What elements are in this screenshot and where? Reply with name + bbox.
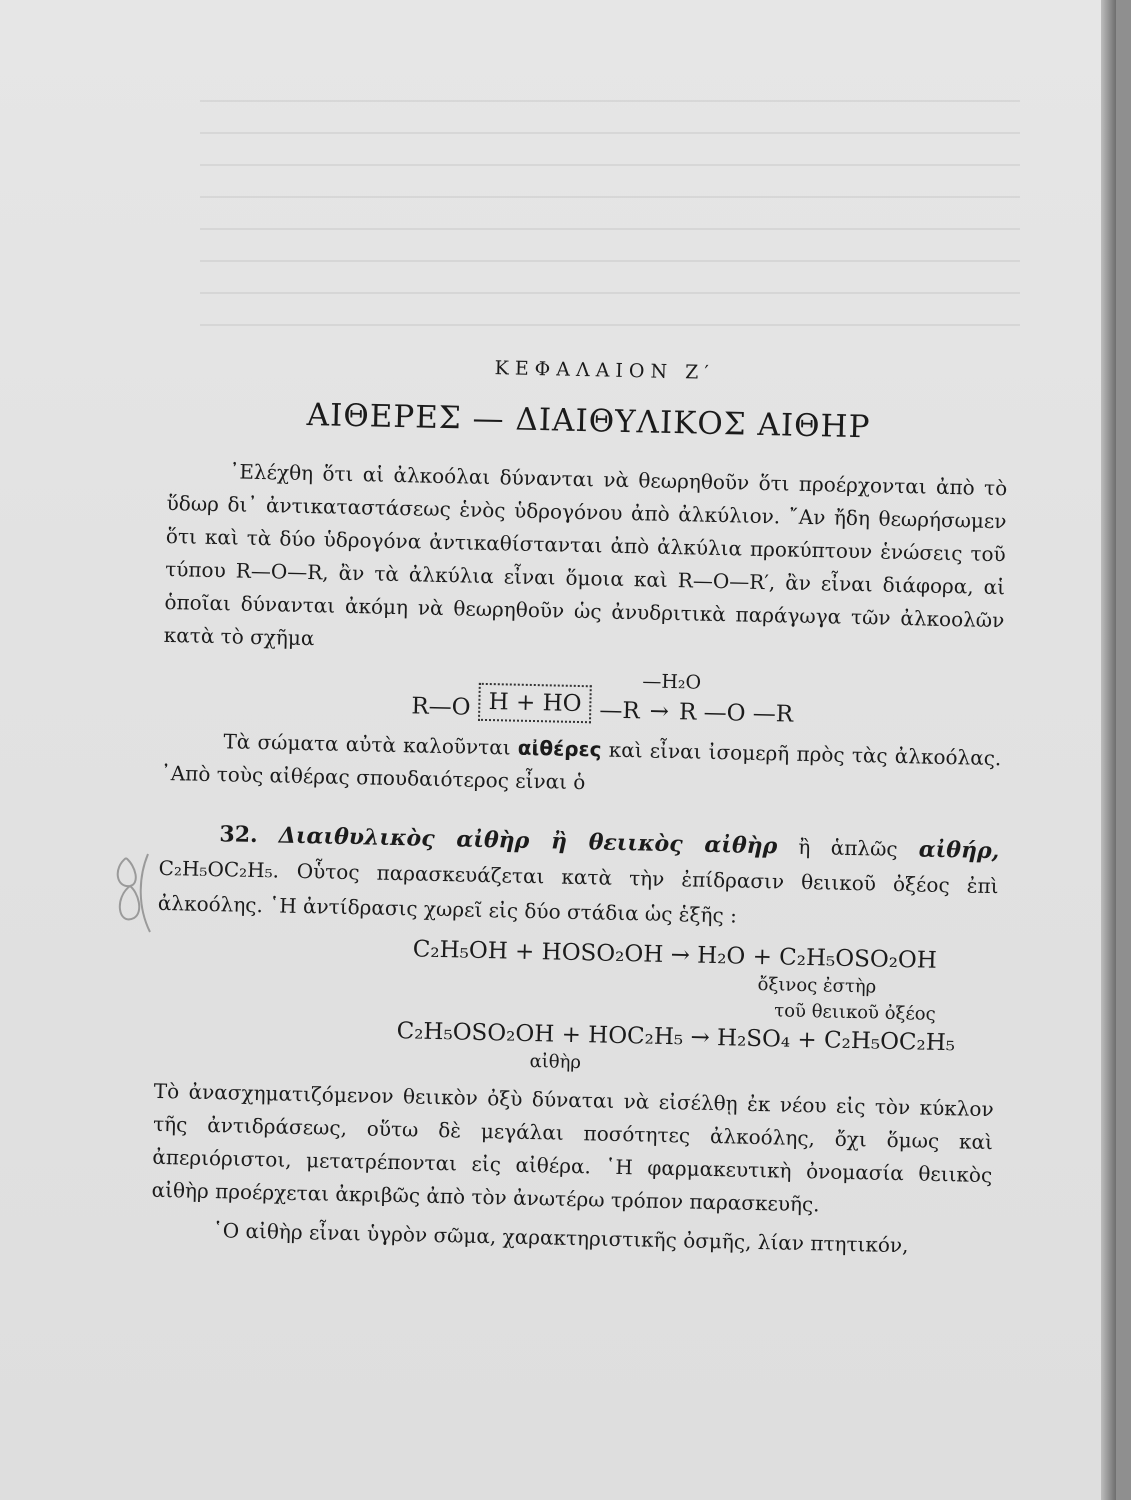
paragraph-ether-properties: ῾Ο αἰθὴρ εἶναι ὑγρὸν σῶμα, χαρακτηριστικῆς ὀσμῆς, λίαν πτητικόν, [212,1218,909,1258]
reaction-2-label: αἰθὴρ [529,1051,582,1074]
section-connector: ἢ ἁπλῶς [798,834,898,861]
section-formula: C₂H₅OC₂H₅. [158,855,280,883]
scheme-arrow [642,670,702,725]
para2-end: καὶ εἶναι ἰσομερῆ πρὸς τὰς ἀλκοόλας. ᾿Απὸ τοὺς αἰθέρας σπουδαιότερος εἶναι ὁ [160,737,1002,795]
ether-formation-scheme [202,659,1003,732]
scheme-boxed-water: H + HO [478,683,592,723]
paragraph-cycle: Τὸ ἀνασχηματιζόμενον θειικὸν ὀξὺ δύναται νὰ εἰσέλθῃ ἐκ νέου εἰς τὸν κύκλον τῆς ἀντιδράσεως, οὕτω δὲ μεγάλαι ποσότητες ἀλκοόλης, ὄχι ὅμως καὶ ἀπεριόριστοι, μετατρέπονται εἰς αἰθέρα. ῾Η φαρμακευτικὴ ὀνομασία θειικὸς αἰθὴρ προέρχεται ἀκριβῶς ἀπὸ τὸν ἀνωτέρω τρόπον παρασκευῆς. [151,1078,994,1217]
reaction-1-label-1: ὄξινος ἐστὴρ [757,973,877,998]
scheme-product: R —O —R [678,699,794,728]
right-arrow-icon: → [649,698,670,725]
section-title: Διαιθυλικὸς αἰθὴρ ἢ θειικὸς αἰθὴρ [278,822,778,860]
page-title: ΑΙΘΕΡΕΣ — ΔΙΑΙΘΥΛΙΚΟΣ ΑΙΘΗΡ [306,397,871,446]
intro-paragraph: ᾿Ελέχθη ὅτι αἱ ἀλκοόλαι δύνανται νὰ θεωρηθοῦν ὅτι προέρχονται ἀπὸ τὸ ὕδωρ δι᾿ ἀντικαταστάσεως ἑνὸς ὑδρογόνου ἀπὸ ἀλκύλιον. ῎Αν ἤδη θεωρήσωμεν ὅτι καὶ τὰ δύο ὑδρογόνα ἀντικαθίστανται ἀπὸ ἀλκύλια προκύπτουν ἑνώσεις τοῦ τύπου R—O—R, ἂν τὰ ἀλκύλια εἶναι ὅμοια καὶ R—O—R′, ἂν εἶναι διάφορα, αἱ ὁποῖαι δύνανται ἀκόμη νὰ θεωρηθοῦν ὡς ἀνυδριτικὰ παράγωγα τῶν ἀλκοολῶν κατὰ τὸ σχῆμα [163,459,1008,651]
page-edge [1101,0,1116,1500]
scheme-arrow-label: —H₂O [642,670,702,694]
section-title-end: αἰθήρ, [918,836,1000,865]
reaction-2: C₂H₅OSO₂OH + HOC₂H₅ → H₂SO₄ + C₂H₅OC₂H₅ [396,1018,956,1057]
reaction-1-label-2: τοῦ θειικοῦ ὀξέος [774,1000,936,1025]
scheme-right: —R [599,697,640,725]
para2-start: Τὰ σώματα αὐτὰ καλοῦνται [223,729,511,760]
bleed-through-text [200,100,1020,360]
term-ethers: αἰθέρες [517,735,602,762]
paragraph-ethers [160,724,1001,808]
reaction-1: C₂H₅OH + HOSO₂OH → H₂O + C₂H₅OSO₂OH [412,936,938,974]
chapter-heading: ΚΕΦΑΛΑΙΟΝ Ζ′ [494,357,715,384]
section-number: 32. [219,821,259,849]
section-text: Οὗτος παρασκευάζεται κατὰ τὴν ἐπίδρασιν θειικοῦ ὀξέος ἐπὶ ἀλκοόλης. ῾Η ἀντίδρασις χωρεῖ εἰς δύο στάδια ὡς ἑξῆς : [157,858,999,928]
page-content [146,350,1009,1448]
scheme-left: R—O [411,693,471,721]
section-32 [158,816,1000,939]
